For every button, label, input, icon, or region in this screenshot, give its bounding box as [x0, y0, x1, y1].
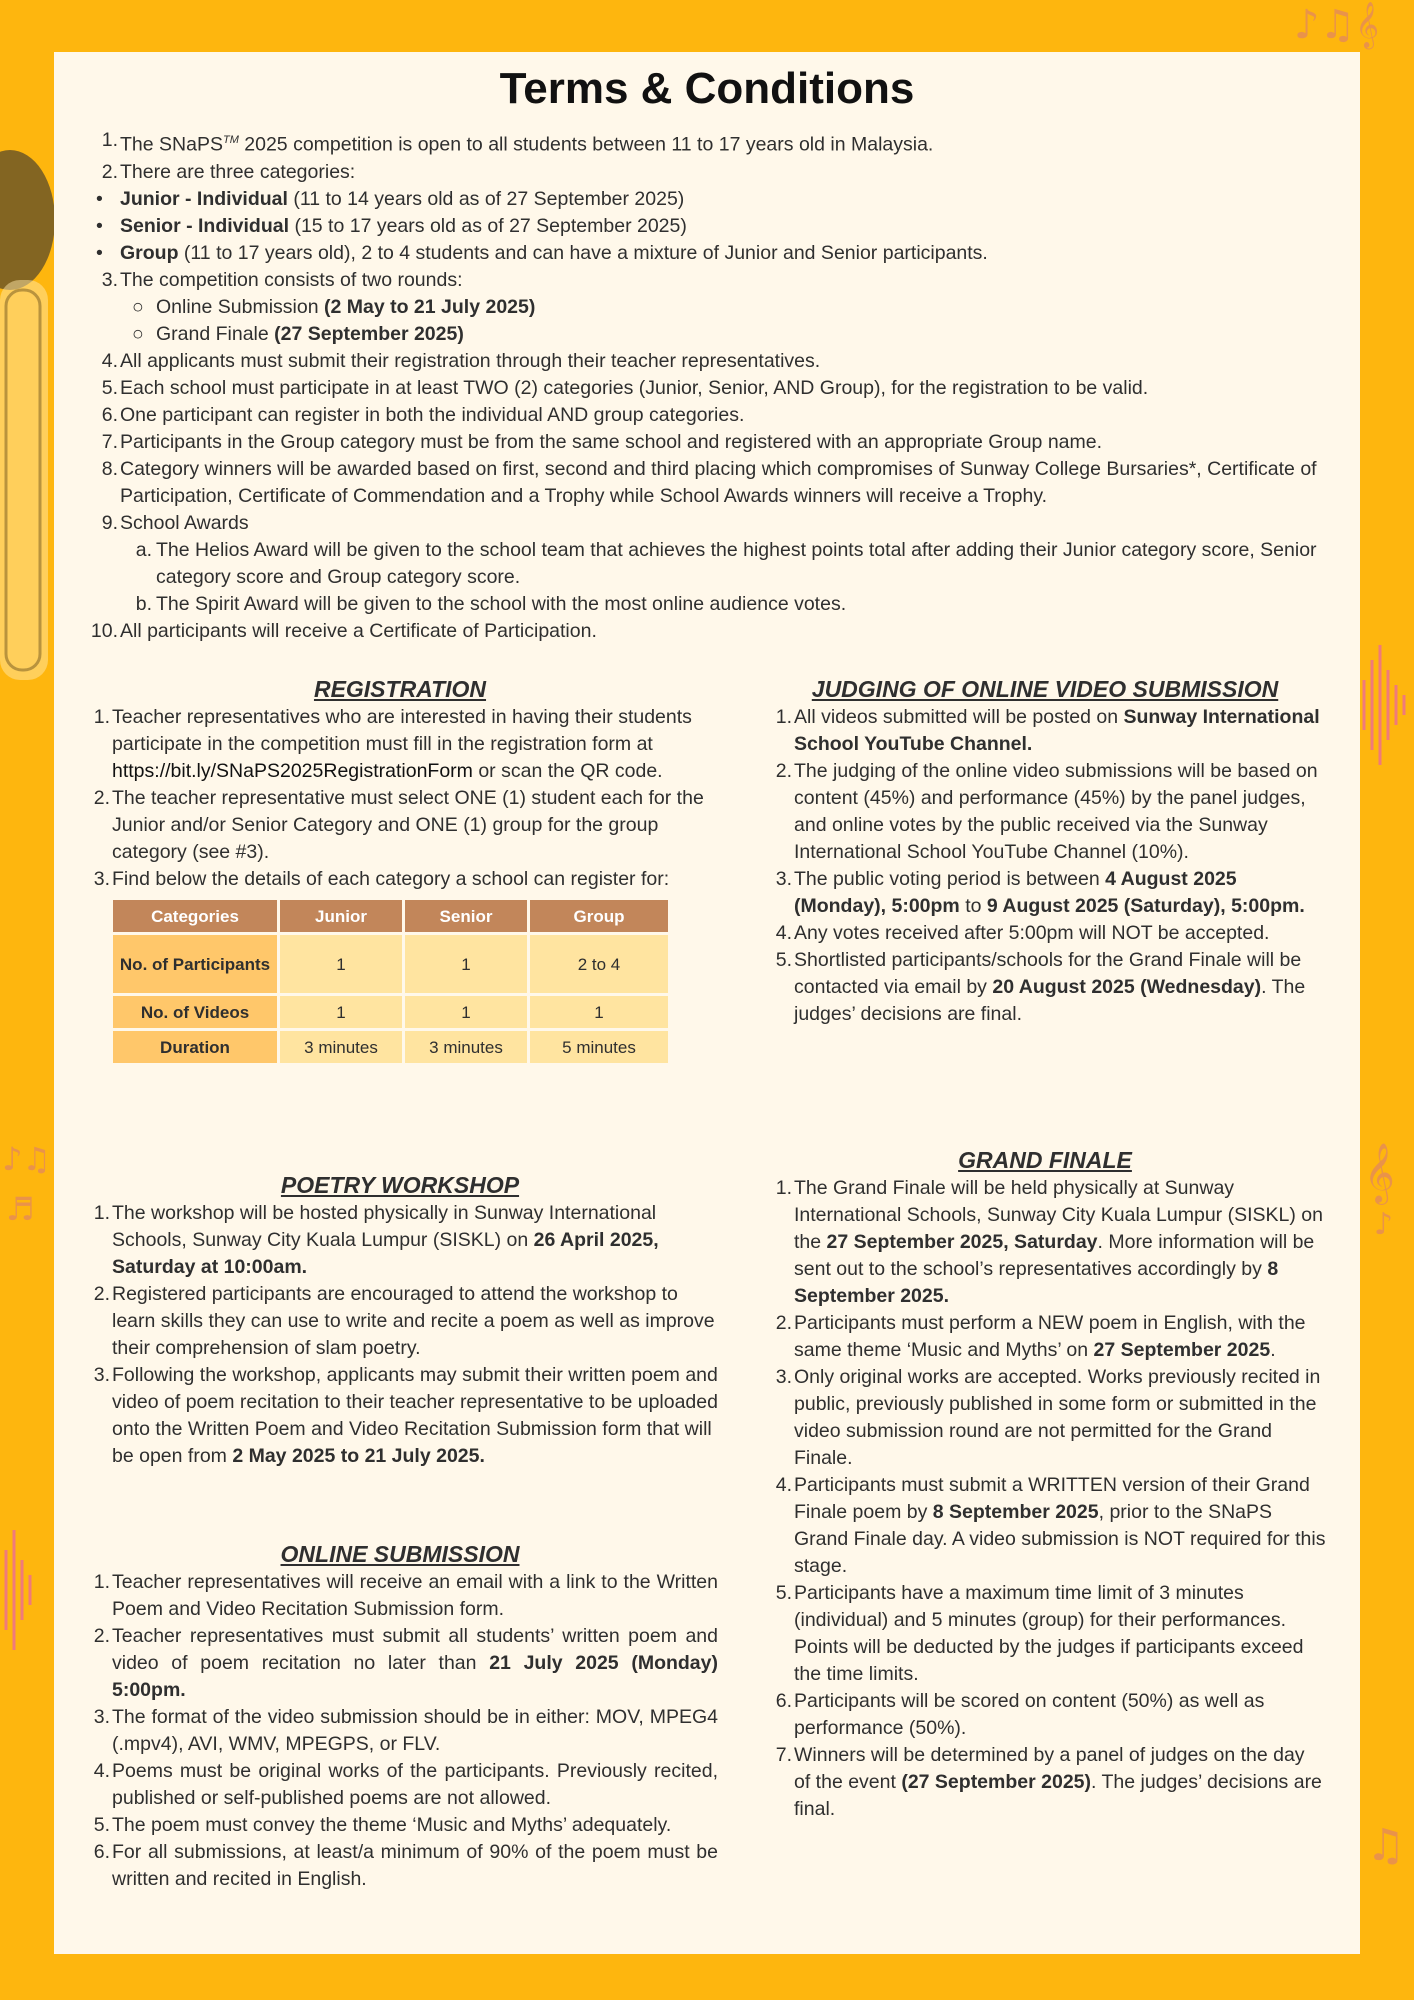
svg-text:♪♫: ♪♫ — [2, 1140, 52, 1178]
table-cell: 1 — [280, 935, 402, 993]
list-item: 1. All videos submitted will be posted on Sunway International School YouTube Channel. — [775, 706, 1320, 755]
sound-wave-decoration — [0, 1520, 54, 1660]
svg-text:♪: ♪ — [1374, 1207, 1394, 1240]
workshop-heading: POETRY WORKSHOP — [280, 1172, 520, 1198]
table-cell: No. of Videos — [113, 996, 277, 1028]
online-submission-heading: ONLINE SUBMISSION — [280, 1541, 520, 1567]
list-item: 6. Participants will be scored on content (50%) as well as performance (50%). — [775, 1690, 1265, 1739]
table-cell: Duration — [113, 1031, 277, 1063]
table-cell: 2 to 4 — [530, 935, 668, 993]
list-item: 4. Poems must be original works of the participants. Previously recited, published or self-published poems are not allowed. — [93, 1760, 718, 1809]
list-item: 2. The judging of the online video submissions will be based on content (45%) and performance (45%) by the panel judges, and online votes by the public received via the Sunway International School YouTube Channel (10%). — [775, 760, 1318, 863]
list-item: 6. One participant can register in both the individual AND group categories. — [101, 403, 745, 426]
table-row — [113, 996, 668, 1028]
list-item: 8. Category winners will be awarded based on first, second and third placing which compromises of Sunway College Bursaries*, Certificate of Participation, Certificate of Commendation and a Trophy while School Awards winners will receive a Trophy. — [101, 457, 1317, 507]
registration-section — [82, 674, 718, 1066]
table-header: Categories — [113, 900, 277, 932]
svg-text:♪♫𝄞: ♪♫𝄞 — [1294, 2, 1380, 48]
table-cell: 5 minutes — [530, 1031, 668, 1063]
list-item: 6. For all submissions, at least/a minimum of 90% of the poem must be written and recited in English. — [93, 1841, 718, 1890]
registration-heading: REGISTRATION — [313, 676, 487, 702]
table-row — [113, 935, 668, 993]
table-header: Junior — [280, 900, 402, 932]
table-cell: 1 — [405, 935, 527, 993]
general-terms-list — [90, 127, 1330, 645]
list-item: 3. The competition consists of two rounds: — [101, 268, 463, 291]
list-item: 7. Winners will be determined by a panel of judges on the day of the event (27 September 2025). The judges’ decisions are final. — [775, 1744, 1322, 1820]
category-item: • Senior - Individual (15 to 17 years old as of 27 September 2025) — [96, 214, 687, 237]
round-item: ○ Grand Finale (27 September 2025) — [132, 322, 464, 345]
list-item: 2. The teacher representative must select ONE (1) student each for the Junior and/or Senior Category and ONE (1) group for the group category (see #3). — [93, 787, 704, 863]
table-cell: 1 — [530, 996, 668, 1028]
grand-finale-section — [764, 1145, 1326, 1823]
table-cell: 3 minutes — [280, 1031, 402, 1063]
judging-section — [764, 674, 1326, 1028]
list-item: 1. The workshop will be hosted physically in Sunway International Schools, Sunway City Kuala Lumpur (SISKL) on 26 April 2025, Saturday at 10:00am. — [93, 1202, 659, 1278]
list-item: 4. Any votes received after 5:00pm will NOT be accepted. — [775, 922, 1270, 944]
list-item: 2. There are three categories: — [101, 160, 356, 183]
table-header-row — [113, 900, 668, 932]
list-item: 5. Each school must participate in at least TWO (2) categories (Junior, Senior, AND Group), for the registration to be valid. — [101, 376, 1149, 399]
list-item: 1. The SNaPS™ 2025 competition is open to all students between 11 to 17 years old in Malaysia. — [101, 129, 934, 156]
list-item: 1. Teacher representatives will receive an email with a link to the Written Poem and Video Recitation Submission form. — [93, 1571, 718, 1620]
table-header: Senior — [405, 900, 527, 932]
grand-finale-heading: GRAND FINALE — [958, 1147, 1132, 1173]
award-item: a. The Helios Award will be given to the school team that achieves the highest points total after adding their Junior category score, Senior category score and Group category score. — [135, 538, 1317, 588]
judging-heading: JUDGING OF ONLINE VIDEO SUBMISSION — [811, 676, 1279, 702]
round-item: ○ Online Submission (2 May to 21 July 2025) — [132, 295, 536, 318]
music-notes-icon — [0, 1130, 54, 1230]
table-cell: 1 — [405, 996, 527, 1028]
list-item: 2. Teacher representatives must submit all students’ written poem and video of poem recitation no later than 21 July 2025 (Monday) 5:00pm. — [93, 1625, 718, 1701]
treble-clef-icon — [1360, 1130, 1414, 1240]
workshop-section — [82, 1170, 718, 1470]
table-row — [113, 1031, 668, 1063]
list-item: 2. Participants must perform a NEW poem in English, with the same theme ‘Music and Myths’ on 27 September 2025. — [775, 1312, 1306, 1361]
page-title: Terms & Conditions — [499, 64, 915, 113]
list-item: 2. Registered participants are encouraged to attend the workshop to learn skills they can use to write and recite a poem as well as improve their comprehension of slam poetry. — [93, 1283, 715, 1359]
category-table — [110, 897, 671, 1066]
online-submission-section — [82, 1539, 718, 1893]
svg-text:♫: ♫ — [1366, 1820, 1406, 1871]
registration-form-link[interactable]: https://bit.ly/SNaPS2025RegistrationForm — [112, 760, 473, 782]
category-item: • Group (11 to 17 years old), 2 to 4 students and can have a mixture of Junior and Senior participants. — [96, 241, 988, 264]
table-header: Group — [530, 900, 668, 932]
list-item: 1. The Grand Finale will be held physically at Sunway International Schools, Sunway City Kuala Lumpur (SISKL) on the 27 September 2025, Saturday. More information will be sent out to the school’s representatives accordingly by 8 September 2025. — [775, 1177, 1323, 1307]
list-item: 5. Shortlisted participants/schools for the Grand Finale will be contacted via email by 20 August 2025 (Wednesday). The judges’ decisions are final. — [775, 949, 1306, 1025]
list-item: 3. The format of the video submission should be in either: MOV, MPEG4 (.mpv4), AVI, WMV, MPEGPS, or FLV. — [93, 1706, 718, 1755]
list-item: 1. Teacher representatives who are interested in having their students participate in the competition must fill in the registration form at https://bit.ly/SNaPS2025RegistrationForm or scan the QR code. — [93, 706, 692, 782]
sound-wave-decoration — [1360, 640, 1414, 770]
list-item: 3. Only original works are accepted. Works previously recited in public, previously published in some form or submitted in the video submission round are not permitted for the Grand Finale. — [775, 1366, 1321, 1469]
award-item: b. The Spirit Award will be given to the school with the most online audience votes. — [135, 592, 847, 615]
list-item: 5. Participants have a maximum time limit of 3 minutes (individual) and 5 minutes (group) for their performances. Points will be deducted by the judges if participants exceed the time limits. — [775, 1582, 1304, 1685]
music-notes-icon — [1360, 1800, 1414, 1880]
list-item: 5. The poem must convey the theme ‘Music and Myths’ adequately. — [93, 1814, 672, 1836]
list-item: 3. Find below the details of each category a school can register for: — [93, 868, 670, 890]
list-item: 3. Following the workshop, applicants may submit their written poem and video of poem recitation to their teacher representative to be uploaded onto the Written Poem and Video Recitation Submission form that will be open from 2 May 2025 to 21 July 2025. — [93, 1364, 718, 1467]
music-notes-icon — [1284, 0, 1414, 50]
table-cell: No. of Participants — [113, 935, 277, 993]
list-item: 10. All participants will receive a Certificate of Participation. — [90, 619, 597, 642]
list-item: 4. Participants must submit a WRITTEN version of their Grand Finale poem by 8 September 2025, prior to the SNaPS Grand Finale day. A video submission is NOT required for this stage. — [775, 1474, 1326, 1577]
table-cell: 1 — [280, 996, 402, 1028]
svg-text:𝄞: 𝄞 — [1364, 1143, 1395, 1203]
svg-text:♬: ♬ — [6, 1190, 35, 1228]
list-item: 9. School Awards — [101, 511, 249, 534]
list-item: 4. All applicants must submit their registration through their teacher representatives. — [101, 349, 821, 372]
list-item: 3. The public voting period is between 4 August 2025 (Monday), 5:00pm to 9 August 2025 (Saturday), 5:00pm. — [775, 868, 1305, 917]
category-item: • Junior - Individual (11 to 14 years old as of 27 September 2025) — [96, 187, 685, 210]
list-item: 7. Participants in the Group category must be from the same school and registered with an appropriate Group name. — [101, 430, 1103, 453]
table-cell: 3 minutes — [405, 1031, 527, 1063]
